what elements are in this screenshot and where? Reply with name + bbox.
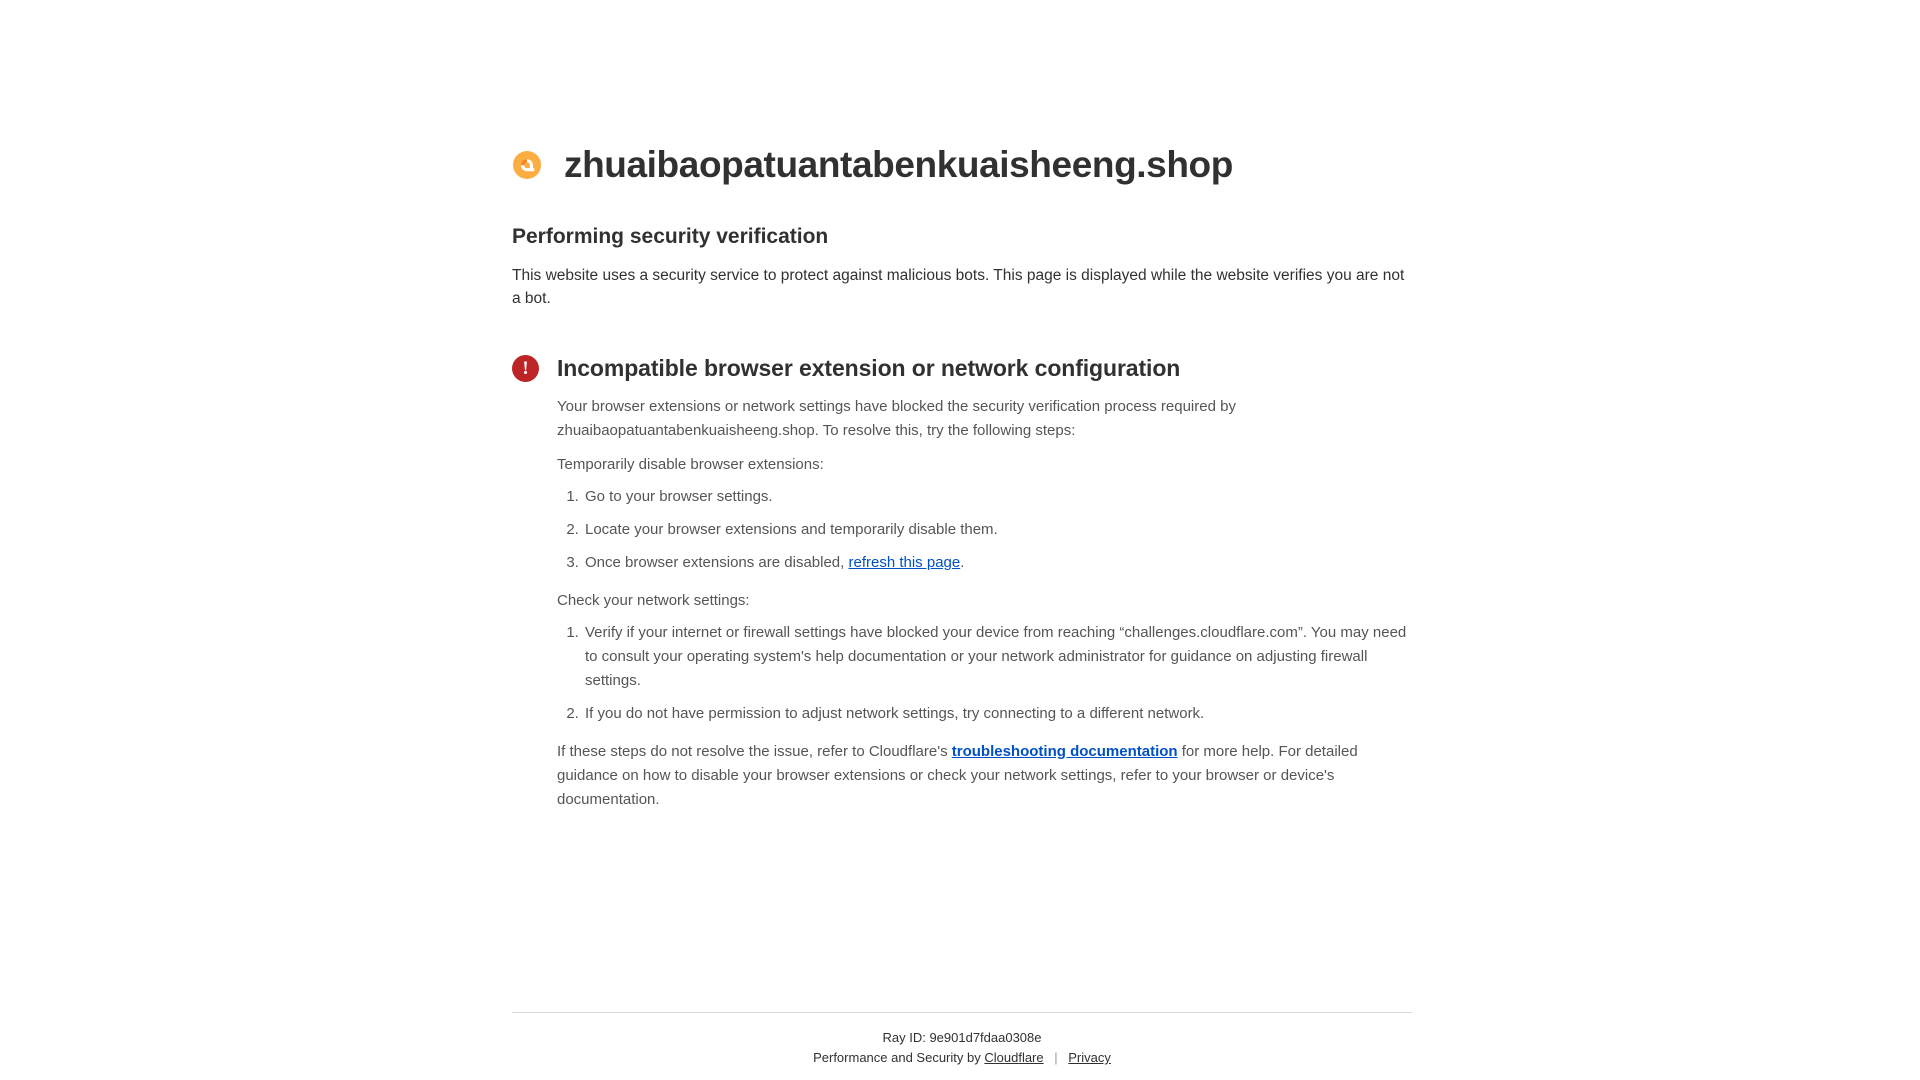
- site-header: [512, 118, 1412, 212]
- privacy-link[interactable]: Privacy: [1068, 1050, 1111, 1065]
- refresh-this-page-link[interactable]: refresh this page: [848, 553, 961, 571]
- intro-text: This website uses a security service to protect against malicious bots. This page is displayed while the website verifies you are not a bot.: [512, 266, 1405, 307]
- footer-credits: [512, 1049, 1412, 1067]
- ray-id: Ray ID: 9e901d7fdaa0308e: [882, 1030, 1042, 1045]
- error-body: [557, 395, 1412, 812]
- extensions-steps-list: [557, 485, 1412, 575]
- cloudflare-logo-icon: [512, 150, 542, 180]
- step-text: Go to your browser settings.: [585, 487, 773, 505]
- step-text: Once browser extensions are disabled,: [585, 553, 849, 571]
- list-item: [583, 485, 1412, 509]
- list-item: [583, 621, 1412, 693]
- error-block: [512, 353, 1412, 812]
- verification-subtitle: Performing security verification: [512, 224, 829, 248]
- cloudflare-link[interactable]: Cloudflare: [984, 1050, 1044, 1065]
- error-title: Incompatible browser extension or network configuration: [557, 354, 1181, 381]
- error-header: [512, 353, 1412, 383]
- performance-text: Performance and Security by: [813, 1050, 981, 1065]
- step-text: If you do not have permission to adjust network settings, try connecting to a different network.: [585, 704, 1205, 722]
- network-heading: Check your network settings:: [557, 591, 750, 609]
- list-item: [583, 518, 1412, 542]
- error-exclamation-icon: !: [512, 355, 539, 382]
- step-text: Verify if your internet or firewall settings have blocked your device from reaching “challenges.cloudflare.com”. You may need to consult your operating system's help documentation or your network administrator for guidance on adjusting firewall settings.: [585, 623, 1407, 689]
- list-item: [583, 702, 1412, 726]
- step-text-after: .: [960, 553, 965, 571]
- network-steps-list: [557, 621, 1412, 726]
- troubleshooting-documentation-link[interactable]: troubleshooting documentation: [951, 742, 1178, 760]
- final-note: [557, 740, 1412, 812]
- final-note-before: If these steps do not resolve the issue, refer to Cloudflare's: [557, 742, 952, 760]
- footer-separator: |: [1054, 1050, 1058, 1065]
- list-item: [583, 551, 1412, 575]
- error-description: Your browser extensions or network settings have blocked the security verification process required by zhuaibaopatuantabenkuaisheeng.shop. To resolve this, try the following steps:: [557, 397, 1236, 439]
- step-text: Locate your browser extensions and temporarily disable them.: [585, 520, 998, 538]
- main-content: [512, 0, 1412, 822]
- page-footer: [512, 1012, 1412, 1067]
- extensions-heading: Temporarily disable browser extensions:: [557, 455, 824, 473]
- page-title: zhuaibaopatuantabenkuaisheeng.shop: [564, 143, 1233, 185]
- final-note-after: for more help. For detailed guidance on how to disable your browser extensions or check your network settings, refer to your browser or device's documentation.: [557, 742, 1358, 808]
